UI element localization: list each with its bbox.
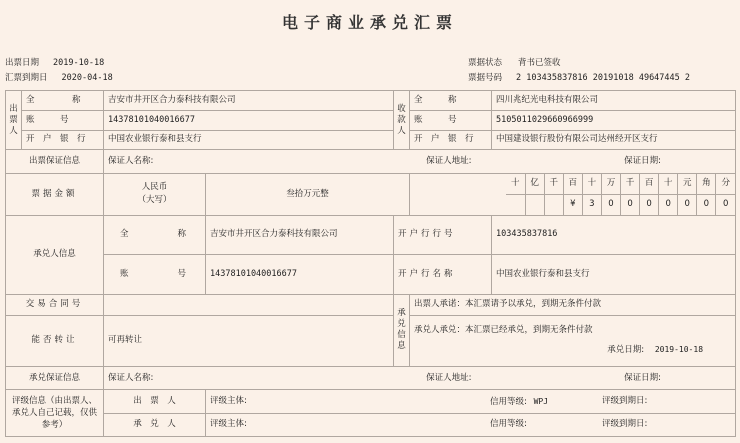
rating-acceptor-label: 承 兑 人 (104, 413, 206, 436)
amount-upper-label: （大写） (137, 195, 172, 206)
acceptor-guarantor-address-label: 保证人地址: (426, 372, 472, 383)
drawer-account: 14378101040016677 (104, 110, 394, 130)
due-date-value: 2020-04-18 (61, 73, 113, 83)
amount-digit-cell: 0 (697, 194, 716, 214)
amount-digit-cell: 3 (582, 194, 601, 214)
payee-bank: 中国建设银行股份有限公司达州经开区支行 (492, 130, 736, 150)
bill-status-label: 票据状态 (468, 58, 503, 68)
amount-digit-cell: 0 (620, 194, 639, 214)
rating-drawer-level (490, 396, 602, 408)
issue-date-value: 2019-10-18 (53, 58, 105, 68)
acceptor-bank-name: 中国农业银行泰和县支行 (492, 255, 736, 295)
amount-unit-cell: 万 (601, 174, 620, 194)
rating-drawer-subject-label: 评级主体: (210, 395, 247, 406)
drawer-group-label: 出票人 (6, 91, 22, 150)
amount-unit-cell: 亿 (525, 174, 544, 194)
amount-unit-cell: 分 (716, 174, 735, 194)
drawer-account-label: 账 号 (22, 110, 104, 130)
amount-unit-cell: 元 (678, 174, 697, 194)
acceptor-guarantor-name-label: 保证人名称: (108, 372, 154, 383)
acceptor-info-label: 承兑人信息 (6, 215, 104, 294)
amount-upper: 叁拾万元整 (206, 173, 410, 215)
payee-bank-label: 开 户 银 行 (410, 130, 492, 150)
bill-status (468, 56, 561, 68)
rating-drawer-label: 出 票 人 (104, 390, 206, 413)
payee-name-label: 全 称 (410, 91, 492, 111)
drawer-guarantee-label: 出票保证信息 (6, 150, 104, 173)
amount-unit-cell: 千 (620, 174, 639, 194)
acceptor-bank-name-label: 开户行名称 (394, 255, 492, 295)
amount-digit-cell: 0 (716, 194, 735, 214)
bill-number-value: 2 103435837816 20191018 49647445 2 (516, 73, 691, 83)
payee-account-label: 账 号 (410, 110, 492, 130)
contract-label: 交易合同号 (6, 294, 104, 315)
amount-label: 票据金额 (6, 173, 104, 215)
rating-acceptor-subject-label: 评级主体: (210, 419, 247, 430)
payee-account: 5105011029660966999 (492, 110, 736, 130)
amount-digit-cell (506, 194, 525, 214)
amount-unit-cell: 角 (697, 174, 716, 194)
acceptor-account: 14378101040016677 (206, 255, 394, 295)
amount-unit-cell: 十 (506, 174, 525, 194)
rating-acceptor-level-label: 信用等级: (490, 419, 527, 430)
payee-group-label: 收款人 (394, 91, 410, 150)
bill-status-value: 背书已签收 (518, 58, 561, 68)
amount-digit-cell: 0 (640, 194, 659, 214)
transfer-value: 可再转让 (104, 315, 394, 366)
amount-digit-cell: 0 (601, 194, 620, 214)
acceptor-account-label: 账 号 (104, 255, 206, 295)
amount-digit-cell (544, 194, 563, 214)
drawer-guarantor-name-label: 保证人名称: (108, 156, 154, 167)
drawer-guarantor-address-label: 保证人地址: (426, 156, 472, 167)
amount-rmb (104, 173, 206, 215)
acceptance-date (414, 344, 703, 356)
amount-digit-cell: 0 (659, 194, 678, 214)
bill-number (468, 71, 690, 83)
drawer-bank-label: 开 户 银 行 (22, 130, 104, 150)
acceptor-bank-no-label: 开户行行号 (394, 215, 492, 255)
drawer-name: 吉安市井开区合力泰科技有限公司 (104, 91, 394, 111)
rating-label: 评级信息（由出票人、承兑人自己记载，仅供参考） (6, 390, 104, 437)
amount-digit-grid (506, 174, 735, 215)
drawer-promise: 出票人承诺：本汇票请予以承兑，到期无条件付款 (410, 294, 736, 315)
amount-rmb-label: 人民币 (141, 182, 168, 193)
amount-digit-cell: 0 (678, 194, 697, 214)
transfer-label: 能否转让 (6, 315, 104, 366)
amount-digit-cell: ¥ (563, 194, 582, 214)
acceptor-promise: 承兑人承兑：本汇票已经承兑，到期无条件付款 (414, 325, 593, 336)
acceptance-info-label: 承兑信息 (394, 294, 410, 366)
amount-unit-cell: 百 (640, 174, 659, 194)
due-date-label: 汇票到期日 (5, 73, 48, 83)
amount-unit-cell: 十 (659, 174, 678, 194)
amount-unit-cell: 百 (563, 174, 582, 194)
bill-table (5, 90, 736, 437)
contract-value (104, 294, 394, 315)
rating-drawer-level-value: WPJ (533, 396, 549, 406)
amount-digit-cell (525, 194, 544, 214)
due-date (5, 71, 113, 83)
acceptor-guarantee-date-label: 保证日期: (624, 372, 661, 383)
acceptor-guarantee-label: 承兑保证信息 (6, 367, 104, 390)
drawer-guarantee-date-label: 保证日期: (624, 156, 661, 167)
issue-date-label: 出票日期 (5, 58, 40, 68)
rating-drawer-level-label: 信用等级: (490, 396, 527, 407)
amount-unit-cell: 千 (544, 174, 563, 194)
payee-name: 四川兆纪光电科技有限公司 (492, 91, 736, 111)
rating-drawer-due-label: 评级到期日: (602, 395, 648, 406)
acceptor-name: 吉安市井开区合力泰科技有限公司 (206, 215, 394, 255)
acceptance-date-label: 承兑日期: (607, 345, 645, 356)
acceptor-bank-no: 103435837816 (492, 215, 736, 255)
acceptance-date-value: 2019-10-18 (654, 345, 704, 355)
acceptor-name-label: 全 称 (104, 215, 206, 255)
amount-unit-cell: 十 (582, 174, 601, 194)
bill-title: 电子商业承兑汇票 (281, 13, 458, 32)
rating-acceptor-due-label: 评级到期日: (602, 419, 648, 430)
bill-number-label: 票据号码 (468, 73, 503, 83)
issue-date (5, 56, 104, 68)
drawer-bank: 中国农业银行泰和县支行 (104, 130, 394, 150)
drawer-name-label: 全 称 (22, 91, 104, 111)
